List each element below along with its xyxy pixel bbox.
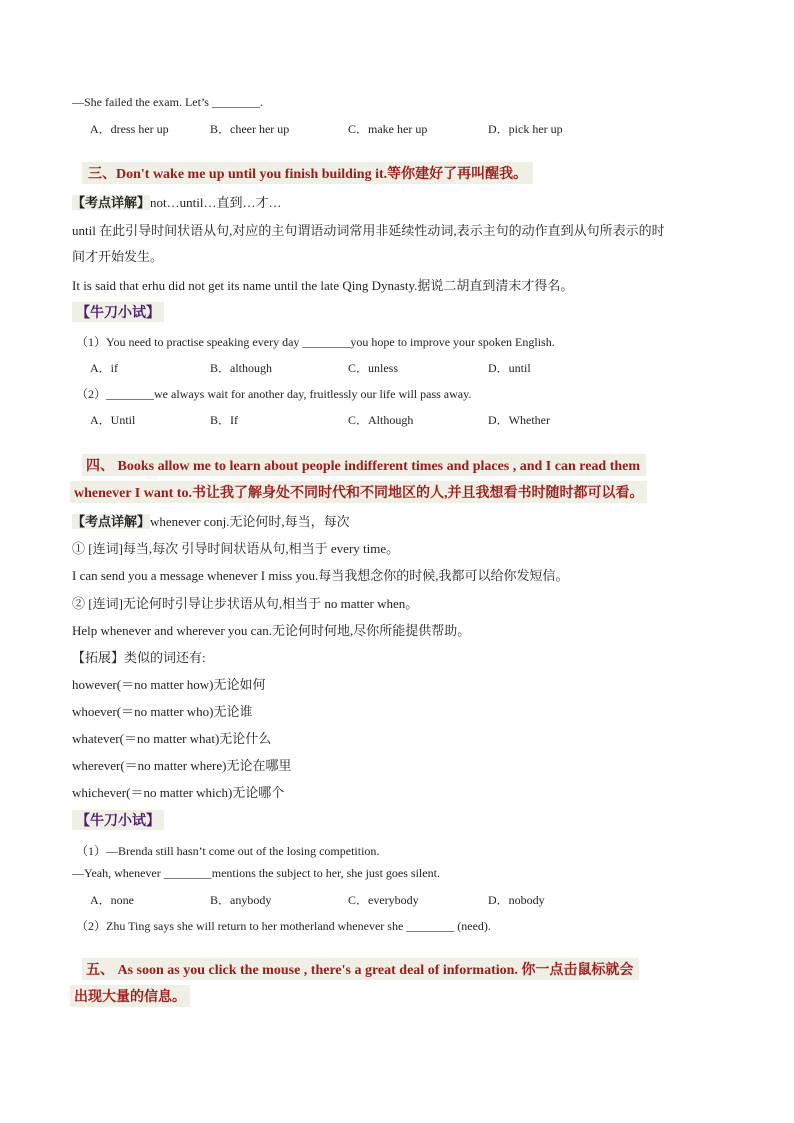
section-4-heading-line-2: whenever I want to.书让我了解身处不同时代和不同地区的人,并且我想看书时随时都可以看。: [70, 481, 647, 503]
section-4-detail: [72, 511, 350, 530]
section-5-heading-line-2: 出现大量的信息。: [70, 985, 190, 1007]
option-d: D．until: [488, 361, 531, 375]
option-b: B．anybody: [210, 893, 272, 907]
option-d: D．Whether: [488, 413, 550, 427]
usage-point-2: ② [连词]无论何时引导让步状语从句,相当于 no matter when。: [72, 596, 419, 611]
usage-example-1: I can send you a message whenever I miss you.每当我想念你的时候,我都可以给你发短信。: [72, 568, 569, 583]
detail-text: not…until…直到…才…: [150, 195, 282, 210]
option-b: B．cheer her up: [210, 122, 290, 136]
practice-question-2: （2）Zhu Ting says she will return to her motherland whenever she ________ (need).: [76, 919, 491, 933]
practice-tag: 【牛刀小试】: [72, 810, 164, 830]
word-item: whatever(＝no matter what)无论什么: [72, 731, 272, 746]
option-b: B．although: [210, 361, 272, 375]
detail-text: whenever conj.无论何时,每当，每次: [150, 514, 350, 529]
explanation-line-1: until 在此引导时间状语从句,对应的主句谓语动词常用非延续性动词,表示主句的动作直到从句所表示的时: [72, 223, 665, 238]
word-item: whoever(＝no matter who)无论谁: [72, 704, 253, 719]
practice-question-1-line-1: （1）—Brenda still hasn’t come out of the losing competition.: [76, 844, 380, 858]
section-5-heading-line-1: 五、 As soon as you click the mouse , there's a great deal of information. 你一点击鼠标就会: [82, 958, 639, 980]
example-sentence: It is said that erhu did not get its name until the late Qing Dynasty.据说二胡直到清末才得名。: [72, 278, 574, 293]
word-item: however(＝no matter how)无论如何: [72, 677, 266, 692]
option-c: C．Although: [348, 413, 414, 427]
option-c: C．unless: [348, 361, 399, 375]
section-3-detail: [72, 192, 281, 211]
option-a: A．if: [90, 361, 118, 375]
option-a: A．none: [90, 893, 134, 907]
practice-tag: 【牛刀小试】: [72, 302, 164, 322]
explanation-line-2: 间才开始发生。: [72, 249, 164, 264]
option-b: B．If: [210, 413, 238, 427]
practice-question-1-line-2: —Yeah, whenever ________mentions the subject to her, she just goes silent.: [72, 866, 440, 880]
option-d: D．pick her up: [488, 122, 563, 136]
extension-heading: 【拓展】类似的词还有:: [72, 650, 206, 665]
practice-question-1: （1）You need to practise speaking every day ________you hope to improve your spoken English.: [76, 335, 555, 349]
option-d: D．nobody: [488, 893, 545, 907]
word-item: whichever(＝no matter which)无论哪个: [72, 785, 285, 800]
word-item: wherever(＝no matter where)无论在哪里: [72, 758, 292, 773]
usage-example-2: Help whenever and wherever you can.无论何时何地,尽你所能提供帮助。: [72, 623, 471, 638]
detail-tag: 【考点详解】: [72, 195, 151, 210]
option-c: C．make her up: [348, 122, 428, 136]
option-a: A．dress her up: [90, 122, 169, 136]
section-4-heading-line-1: 四、 Books allow me to learn about people indifferent times and places , and I can read them: [82, 454, 646, 476]
option-a: A．Until: [90, 413, 136, 427]
question-stem: —She failed the exam. Let’s ________.: [72, 95, 263, 109]
practice-question-2: （2）________we always wait for another day, fruitlessly our life will pass away.: [76, 387, 472, 401]
section-3-heading: 三、Don't wake me up until you finish building it.等你建好了再叫醒我。: [82, 162, 533, 184]
detail-tag: 【考点详解】: [72, 514, 151, 529]
option-c: C．everybody: [348, 893, 419, 907]
usage-point-1: ① [连词]每当,每次 引导时间状语从句,相当于 every time。: [72, 541, 400, 556]
